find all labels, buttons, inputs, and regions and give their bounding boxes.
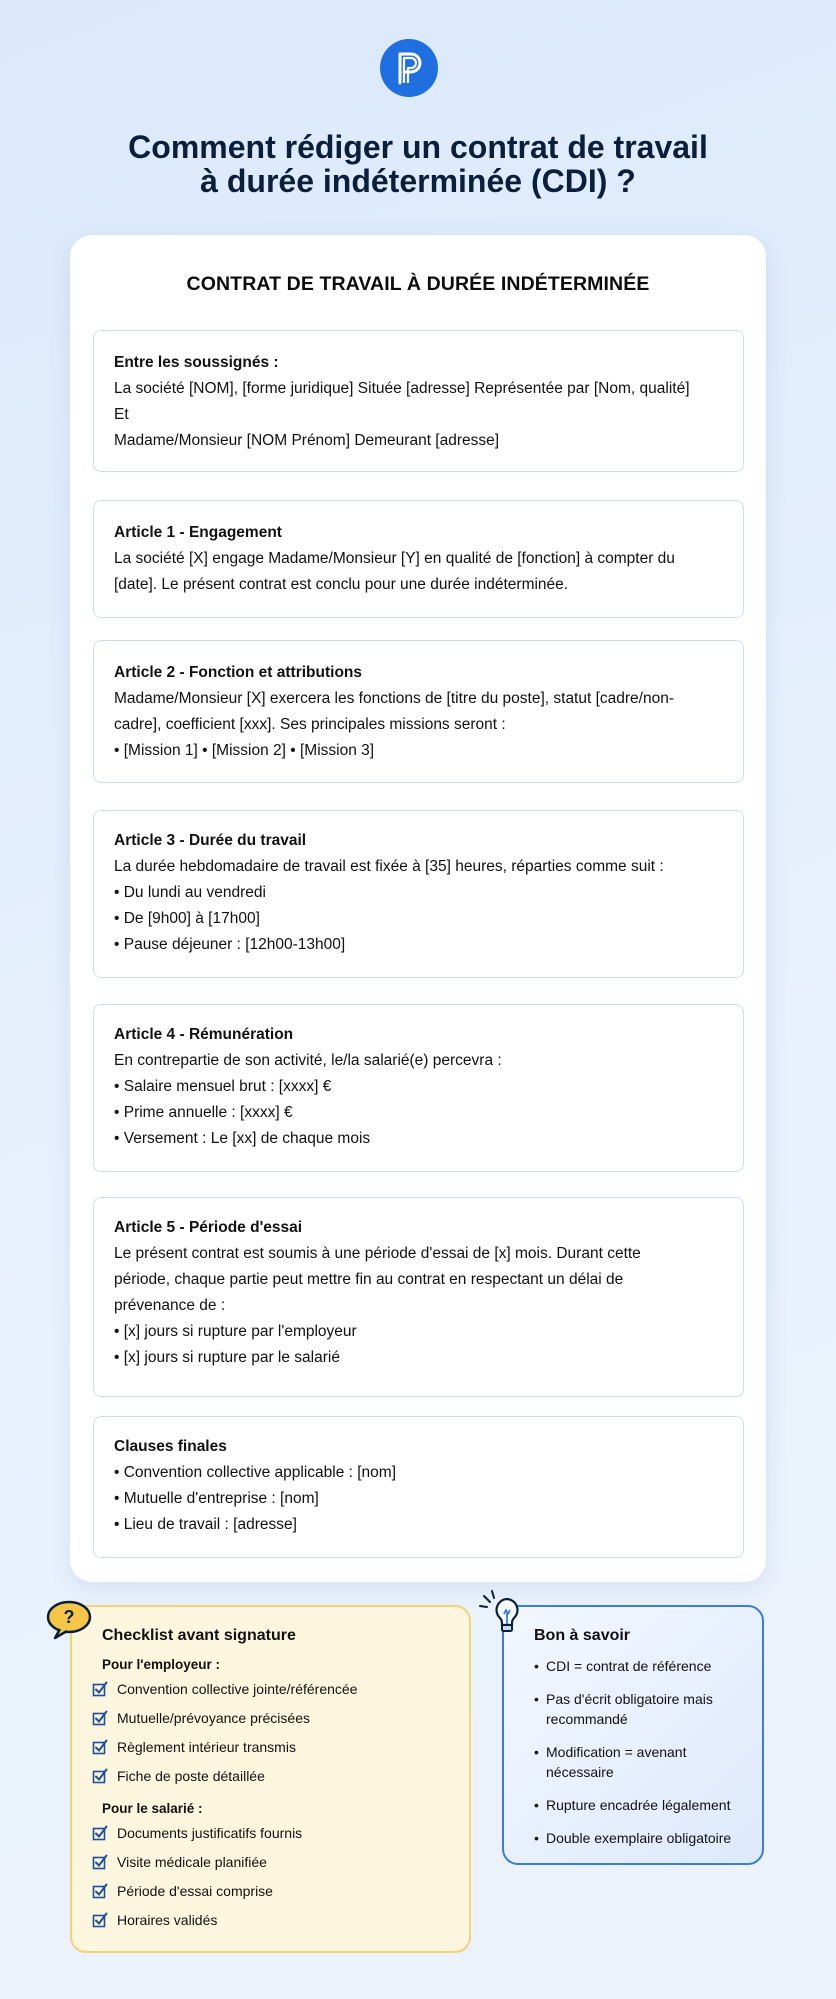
checklist-employee-label: Pour le salarié : [102,1801,203,1816]
bullet: • [534,1691,539,1707]
section-line: • Mutuelle d'entreprise : [nom] [114,1490,319,1507]
section-parties [93,330,744,472]
checklist-item [92,1768,265,1784]
info-list-item [534,1742,754,1782]
section-heading: Clauses finales [114,1438,227,1455]
section-line: • Versement : Le [xx] de chaque mois [114,1130,371,1147]
checklist-box [70,1605,471,1953]
info-list-item [534,1656,754,1676]
checklist-title: Checklist avant signature [102,1627,296,1644]
section-line: • Pause déjeuner : [12h00-13h00] [114,936,346,953]
checklist-item-label: Fiche de poste détaillée [117,1768,265,1784]
checkbox-checked-icon [92,1768,108,1784]
page-title-line-1: Comment rédiger un contrat de travail [128,129,708,165]
checkbox-checked-icon [92,1912,108,1928]
section-line: [date]. Le présent contrat est conclu pour une durée indéterminée. [114,576,569,593]
checklist-item [92,1739,296,1755]
checklist-item [92,1710,310,1726]
info-list-item [534,1689,754,1729]
section-line: • Du lundi au vendredi [114,884,266,901]
section-heading: Article 1 - Engagement [114,524,282,541]
checklist-item-label: Période d'essai comprise [117,1883,273,1899]
section-line: cadre], coefficient [xxx]. Ses principales missions seront : [114,716,506,733]
section-line: La société [X] engage Madame/Monsieur [Y] en qualité de [fonction] à compter du [114,550,675,567]
good-to-know-title: Bon à savoir [534,1627,631,1644]
section-line: période, chaque partie peut mettre fin au contrat en respectant un délai de [114,1271,624,1288]
section-line: • Lieu de travail : [adresse] [114,1516,297,1533]
bullet: • [534,1797,539,1813]
checklist-item [92,1854,267,1870]
section-line: Et [114,406,129,423]
checkbox-checked-icon [92,1825,108,1841]
info-list-item [534,1828,754,1848]
good-to-know-box [502,1605,764,1865]
checklist-item-label: Mutuelle/prévoyance précisées [117,1710,310,1726]
section-line: • De [9h00] à [17h00] [114,910,260,927]
checklist-item [92,1681,357,1697]
section-final-clauses [93,1416,744,1558]
section-line: • Salaire mensuel brut : [xxxx] € [114,1078,332,1095]
section-line: Madame/Monsieur [NOM Prénom] Demeurant [adresse] [114,432,500,449]
bullet: • [534,1744,539,1760]
info-item-text: Modification = avenant nécessaire [546,1744,687,1780]
section-line: La société [NOM], [forme juridique] Située [adresse] Représentée par [Nom, qualité] [114,380,690,397]
section-line: En contrepartie de son activité, le/la salarié(e) percevra : [114,1052,502,1069]
bullet: • [534,1830,539,1846]
section-line: La durée hebdomadaire de travail est fixée à [35] heures, réparties comme suit : [114,858,664,875]
info-item-text: CDI = contrat de référence [546,1658,712,1674]
section-heading: Article 3 - Durée du travail [114,832,307,849]
contract-title: CONTRAT DE TRAVAIL À DURÉE INDÉTERMINÉE [186,273,650,295]
section-line: • [x] jours si rupture par l'employeur [114,1323,357,1340]
checkbox-checked-icon [92,1739,108,1755]
info-list-item [534,1795,754,1815]
checklist-item-label: Horaires validés [117,1912,218,1928]
section-line: • [Mission 1] • [Mission 2] • [Mission 3] [114,742,375,759]
checklist-employer-label: Pour l'employeur : [102,1657,220,1672]
checklist-item-label: Convention collective jointe/référencée [117,1681,358,1697]
checkbox-checked-icon [92,1883,108,1899]
section-line: • [x] jours si rupture par le salarié [114,1349,340,1366]
brand-logo [380,39,438,97]
checklist-item-label: Documents justificatifs fournis [117,1825,303,1841]
info-item-text: Double exemplaire obligatoire [546,1830,732,1846]
checklist-item-label: Règlement intérieur transmis [117,1739,296,1755]
page-title [0,130,836,198]
section-heading: Entre les soussignés : [114,354,279,371]
checklist-item [92,1883,273,1899]
checkbox-checked-icon [92,1681,108,1697]
section-article-3 [93,810,744,978]
section-line: • Convention collective applicable : [nom] [114,1464,396,1481]
contract-card [70,235,766,1582]
section-line: Le présent contrat est soumis à une période d'essai de [x] mois. Durant cette [114,1245,641,1262]
section-heading: Article 4 - Rémunération [114,1026,294,1043]
checklist-item-label: Visite médicale planifiée [117,1854,267,1870]
question-bubble-icon [46,1600,94,1645]
checkbox-checked-icon [92,1710,108,1726]
bullet: • [534,1658,539,1674]
info-item-text: Pas d'écrit obligatoire mais recommandé [546,1691,713,1727]
section-heading: Article 2 - Fonction et attributions [114,664,363,681]
section-line: prévenance de : [114,1297,226,1314]
section-line: • Prime annuelle : [xxxx] € [114,1104,293,1121]
section-heading: Article 5 - Période d'essai [114,1219,303,1236]
lightbulb-icon [478,1590,526,1643]
checkbox-checked-icon [92,1854,108,1870]
question-mark: ? [63,1607,75,1627]
section-article-5 [93,1197,744,1397]
section-article-4 [93,1004,744,1172]
section-article-2 [93,640,744,783]
page-title-line-2: à durée indéterminée (CDI) ? [200,163,636,199]
section-article-1 [93,500,744,618]
brand-logo-icon [392,50,426,86]
section-line: Madame/Monsieur [X] exercera les fonctions de [titre du poste], statut [cadre/non- [114,690,675,707]
info-item-text: Rupture encadrée légalement [546,1797,731,1813]
checklist-item [92,1825,302,1841]
checklist-item [92,1912,217,1928]
